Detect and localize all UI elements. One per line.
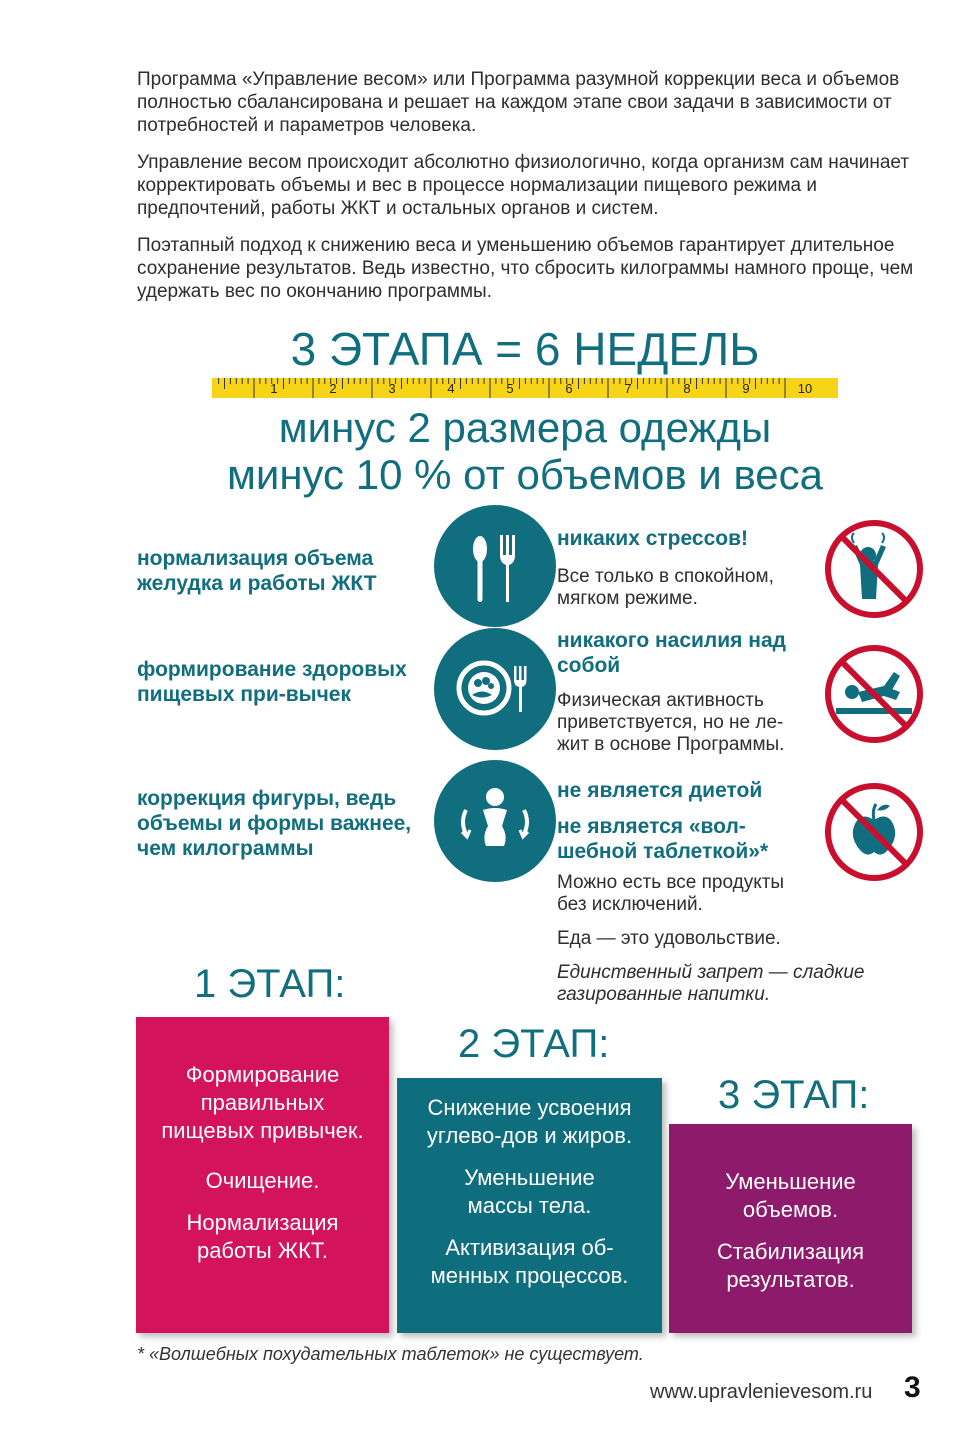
plate-fork-icon [434,628,556,750]
ruler-number: 3 [388,381,396,396]
ruler-number: 8 [683,381,691,396]
ruler-number: 4 [447,381,455,396]
ruler-number: 5 [506,381,514,396]
headline-main: 3 ЭТАПА = 6 НЕДЕЛЬ [290,323,760,375]
rule-3-heading-2: не является «вол-шебной таблеткой»* [557,815,769,863]
rule-3-heading-1: не является диетой [557,779,763,802]
stage-2-title: 2 ЭТАП: [458,1022,610,1066]
stage-2-box [397,1078,662,1333]
stage-1-box [136,1017,389,1333]
measuring-tape [212,378,838,398]
intro-paragraph-1: Программа «Управление весом» или Программа разумной коррекции веса и объемов полностью сбалансирована и решает на каждом этапе свои задачи в зависимости от потребностей и параметров человека. [137,69,900,136]
ruler-number: 2 [329,381,337,396]
stage-3-title: 3 ЭТАП: [718,1073,870,1117]
stage-3-item-1: Уменьшение объемов. [725,1169,856,1222]
ruler-number: 9 [742,381,750,396]
stage-2-item-2: Уменьшение массы тела. [464,1165,595,1218]
ruler-number: 10 [797,381,813,396]
rule-1-text: Все только в спокойном, мягком режиме. [557,566,774,609]
intro-paragraph-3: Поэтапный подход к снижению веса и уменьшению объемов гарантирует длительное сохранение результатов. Ведь известно, что сбросить килограммы намного проще, чем удержать вес по окончанию программы. [137,235,914,302]
stage-1-item-3: Нормализация работы ЖКТ. [186,1210,339,1263]
spoon-fork-icon [434,505,556,627]
headline-sub-2: минус 10 % от объемов и веса [227,451,823,498]
stage-1-item-2: Очищение. [205,1168,320,1193]
intro-paragraph-2: Управление весом происходит абсолютно физиологично, когда организм сам начинает корректировать объемы и вес в процессе нормализации пищевого режима и предпочтений, работы ЖКТ и остальных органов и систем. [137,152,910,219]
no-exercise-icon [822,642,926,746]
page-number: 3 [904,1371,921,1404]
rule-3-text-2: Еда — это удовольствие. [557,928,781,949]
ruler-number: 6 [565,381,573,396]
footnote: * «Волшебных похудательных таблеток» не существует. [137,1344,644,1364]
stage-3-item-2: Стабилизация результатов. [716,1239,865,1292]
rule-2-heading: никакого насилия над собой [557,629,786,677]
headline-sub-1: минус 2 размера одежды [278,404,772,451]
stage-1-title: 1 ЭТАП: [194,962,346,1006]
footer-website-link[interactable]: www.upravlenievesom.ru [650,1381,873,1403]
rule-3-text-3: Единственный запрет — сладкие газированные напитки. [557,962,865,1005]
stage-2-item-3: Активизация об-менных процессов. [430,1235,629,1288]
no-diet-icon [822,780,926,884]
measuring-tape-ticks [212,378,838,398]
rule-1-heading: никаких стрессов! [557,527,748,550]
stage-2-item-1: Снижение усвоения углево-дов и жиров. [426,1095,633,1148]
feature-3-text: коррекция фигуры, ведь объемы и формы важнее, чем килограммы [137,787,412,860]
feature-1-text: нормализация объема желудка и работы ЖКТ [137,547,377,595]
rule-3-text-1: Можно есть все продукты без исключений. [557,872,785,915]
no-stress-icon [822,517,926,621]
feature-2-text: формирование здоровых пищевых при-вычек [137,658,407,706]
stage-3-box [669,1124,912,1333]
ruler-number: 7 [624,381,632,396]
body-shape-icon [434,760,556,882]
rule-2-text: Физическая активность приветствуется, но не ле-жит в основе Программы. [557,690,785,755]
ruler-number: 1 [270,381,278,396]
stage-1-item-1: Формирование правильных пищевых привычек. [161,1062,364,1143]
